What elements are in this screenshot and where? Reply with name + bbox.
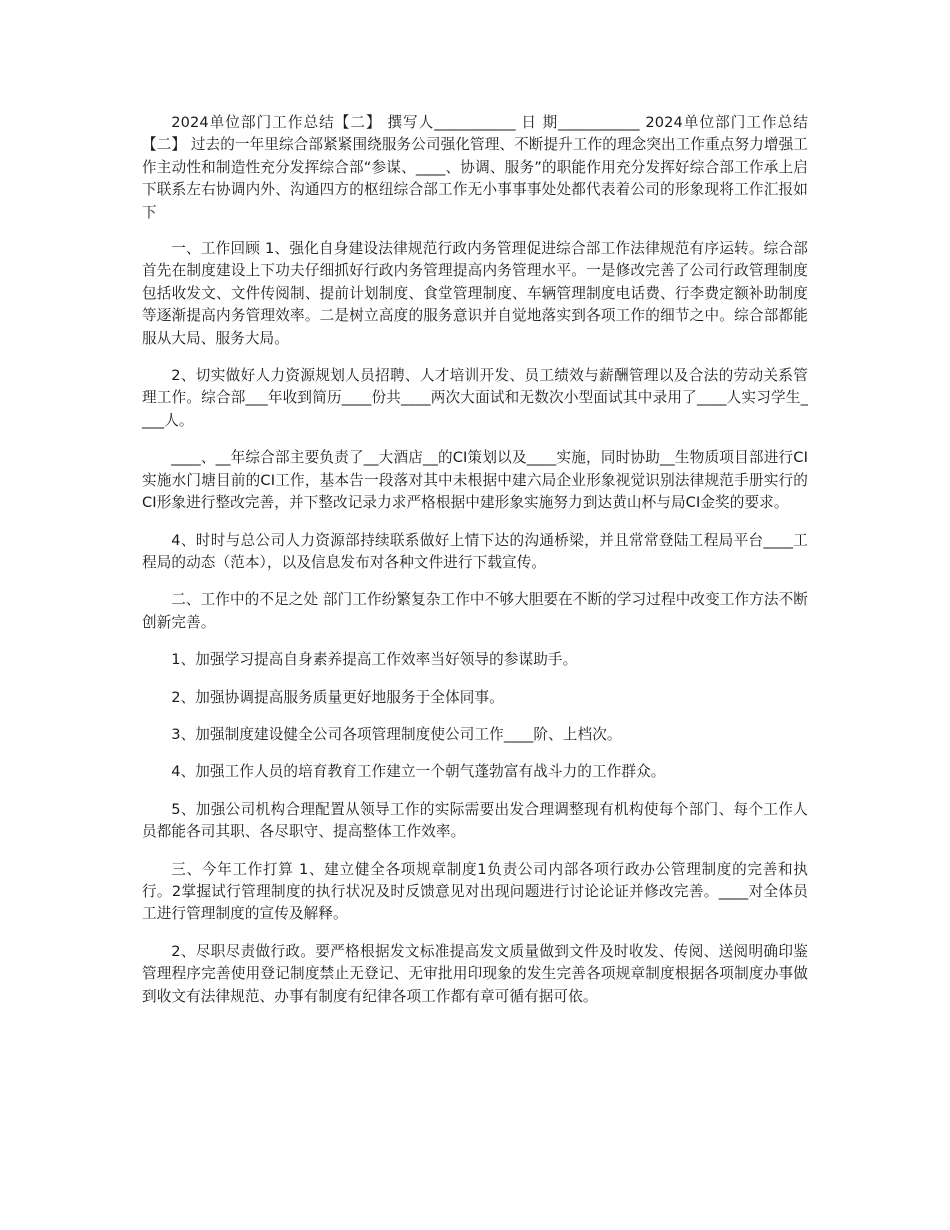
document-body [142, 112, 808, 1023]
improvement-item-4: 4、加强工作人员的培育教育工作建立一个朝气蓬勃富有战斗力的工作群众。 [171, 763, 666, 781]
improvement-item-3: 3、加强制度建设健全公司各项管理制度使公司工作____阶、上档次。 [171, 725, 622, 743]
work-review-paragraph: 一、工作回顾 1、强化自身建设法律规范行政内务管理促进综合部工作法律规范有序运转。综合部首先在制度建设上下功夫仔细抓好行政内务管理提高内务管理水平。一是修改完善了公司行政管理制度包括收发文、文件传阅制、提前计划制度、食堂管理制度、车辆管理制度电话费、行李费定额补助制度等逐渐提高内务管理效率。二是树立高度的服务意识并自觉地落实到各项工作的细节之中。综合部都能服从大局、服务大局。 [142, 240, 808, 347]
hr-paragraph: 2、切实做好人力资源规划人员招聘、人才培训开发、员工绩效与薪酬管理以及合法的劳动关系管理工作。综合部___年收到简历____份共____两次大面试和无数次小型面试其中录用了____人实习学生____人。 [142, 367, 808, 429]
improvement-item-2: 2、加强协调提高服务质量更好地服务于全体同事。 [171, 688, 504, 706]
improvement-item-1: 1、加强学习提高自身素养提高工作效率当好领导的参谋助手。 [171, 651, 578, 669]
ci-paragraph: ____、__年综合部主要负责了__大酒店__的CI策划以及____实施，同时协助__生物质项目部进行CI实施水门塘目前的CI工作，基本告一段落对其中未根据中建六局企业形象视觉识别法律规范手册实行的CI形象进行整改完善，并下整改记录力求严格根据中建形象实施努力到达黄山杯与局CI金奖的要求。 [142, 449, 808, 512]
admin-duty-paragraph: 2、尽职尽责做行政。要严格根据发文标准提高发文质量做到文件及时收发、传阅、送阅明确印鉴管理程序完善使用登记制度禁止无登记、无审批用印现象的发生完善各项规章制度根据各项制度办事做到收文有法律规范、办事有制度有纪律各项工作都有章可循有据可依。 [142, 942, 808, 1005]
plan-paragraph: 三、今年工作打算 1、建立健全各项规章制度1负责公司内部各项行政办公管理制度的完善和执行。2掌握试行管理制度的执行状况及时反馈意见对出现问题进行讨论论证并修改完善。____对全体员工进行管理制度的宣传及解释。 [142, 860, 808, 923]
shortcomings-paragraph: 二、工作中的不足之处 部门工作纷繁复杂工作中不够大胆要在不断的学习过程中改变工作方法不断创新完善。 [142, 591, 808, 631]
intro-paragraph: 2024单位部门工作总结【二】 撰写人___________ 日 期___________ 2024单位部门工作总结【二】 过去的一年里综合部紧紧围绕服务公司强化管理、不断提升工作的理念突出工作重点努力增强工作主动性和制造性充分发挥综合部“参谋、____、协调、服务”的职能作用充分发挥好综合部工作承上启下联系左右协调内外、沟通四方的枢纽综合部工作无小事事事处处都代表着公司的形象现将工作汇报如下 [142, 114, 808, 221]
communication-paragraph: 4、时时与总公司人力资源部持续联系做好上情下达的沟通桥梁，并且常常登陆工程局平台____工程局的动态（范本），以及信息发布对各种文件进行下载宣传。 [142, 531, 808, 571]
improvement-item-5: 5、加强公司机构合理配置从领导工作的实际需要出发合理调整现有机构使每个部门、每个工作人员都能各司其职、各尽职守、提高整体工作效率。 [142, 800, 808, 841]
